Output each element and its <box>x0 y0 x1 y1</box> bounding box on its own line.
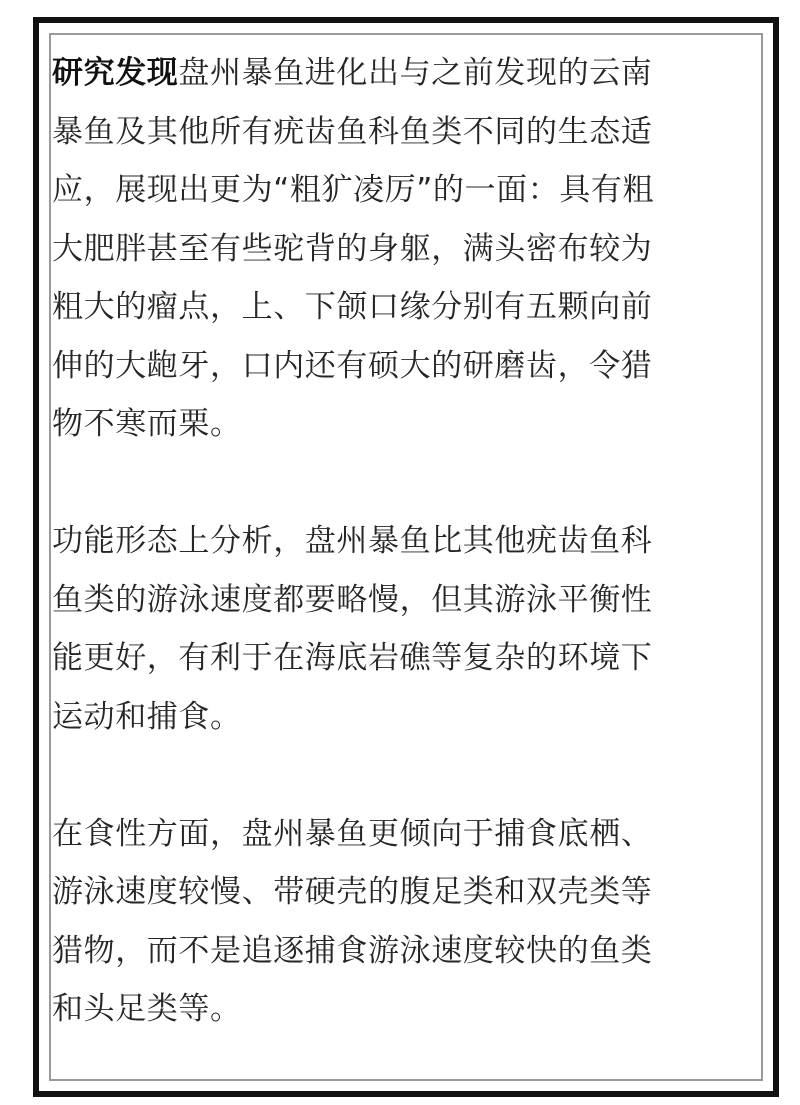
article-content <box>52 44 676 1039</box>
paragraph-text: 盘州暴鱼进化出与之前发现的云南暴鱼及其他所有疣齿鱼科鱼类不同的生态适应，展现出更为“粗犷凌厉”的一面：具有粗大肥胖甚至有些驼背的身躯，满头密布较为粗大的瘤点，上、下颌口缘分别有五颗向前伸的大龅牙，口内还有硕大的研磨齿，令猎物不寒而栗。 <box>52 55 655 442</box>
paragraph-gap <box>52 746 676 805</box>
paragraph-findings <box>52 44 676 454</box>
paragraph-gap <box>52 454 676 513</box>
paragraph-function: 功能形态上分析，盘州暴鱼比其他疣齿鱼科鱼类的游泳速度都要略慢，但其游泳平衡性能更好，有利于在海底岩礁等复杂的环境下运动和捕食。 <box>52 523 653 735</box>
paragraph-lead: 研究发现 <box>52 55 179 91</box>
paragraph-diet: 在食性方面，盘州暴鱼更倾向于捕食底栖、游泳速度较慢、带硬壳的腹足类和双壳类等猎物，而不是追逐捕食游泳速度较快的鱼类和头足类等。 <box>52 815 653 1027</box>
